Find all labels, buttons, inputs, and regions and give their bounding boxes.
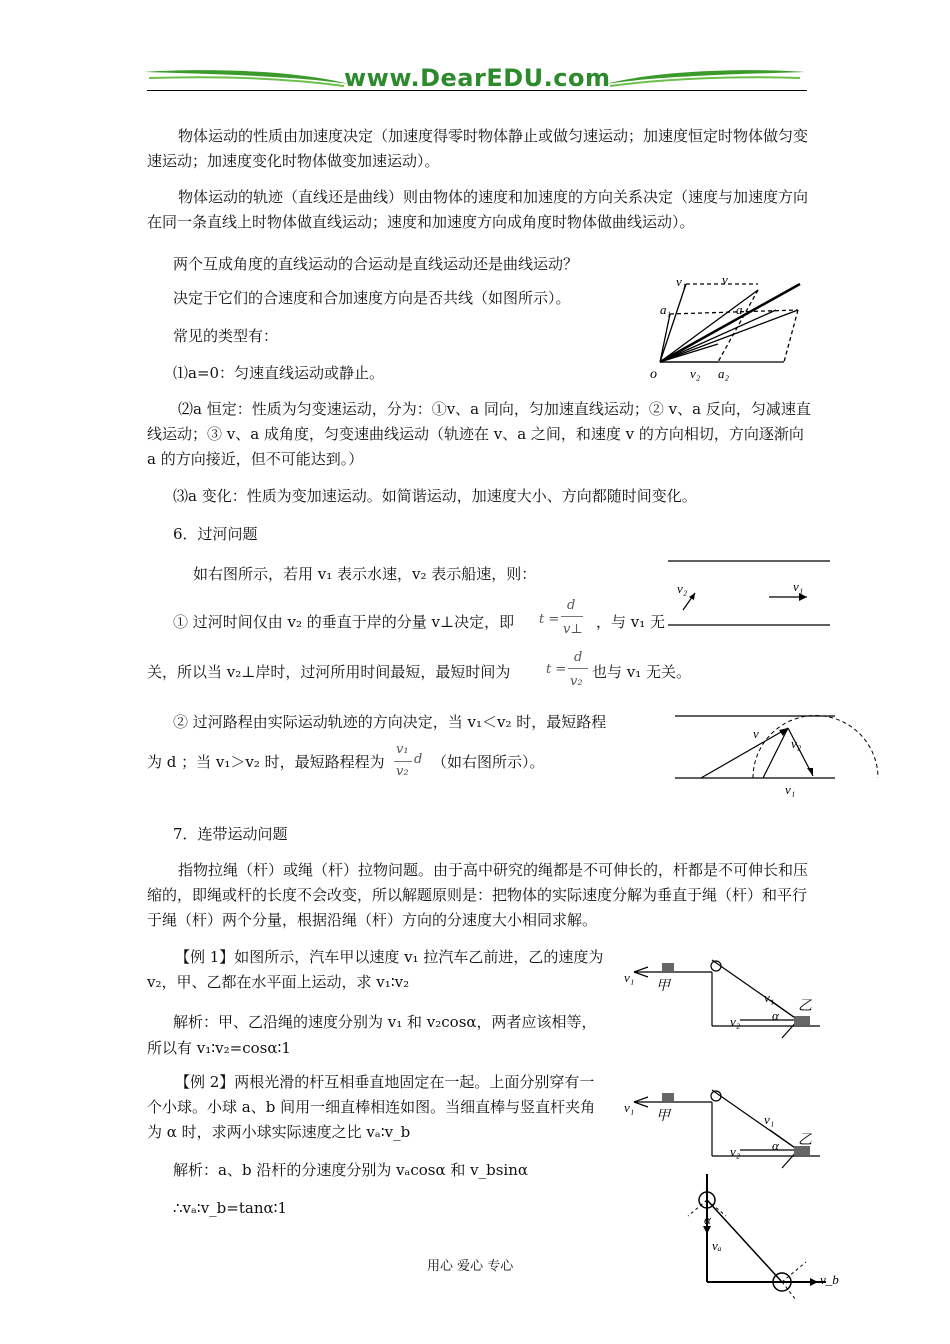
site-logo[interactable]: www.DearEDU.com (344, 64, 611, 92)
fig1-label-v1: v₁ (676, 274, 687, 289)
fig5-label-v1-rope: v₁ (764, 1112, 775, 1127)
fig1-label-o: o (650, 367, 657, 382)
fig4-label-v1-left: v₁ (624, 970, 635, 985)
fig3-label-v2: v₂ (791, 736, 802, 751)
fig4-label-v1-rope: v₁ (764, 990, 775, 1005)
solution-1b: 所以有 v₁∶v₂=cosα∶1 (147, 1039, 291, 1057)
fig5-label-v1-left: v₁ (624, 1100, 635, 1115)
fig5-label-jia: 甲 (656, 1109, 670, 1124)
type-1: ⑴a=0：匀速直线运动或静止。 (173, 364, 385, 382)
figure-perpendicular-rods (676, 1172, 839, 1322)
header-rule (147, 90, 807, 91)
river-rule-2a: ② 过河路程由实际运动轨迹的方向决定，当 v₁＜v₂ 时，最短路程 (173, 713, 607, 731)
solution-2-result: ∴vₐ∶v_b=tanα∶1 (173, 1199, 288, 1217)
header-swoosh-right (600, 66, 810, 90)
fig4-label-v2: v₂ (730, 1014, 741, 1029)
fig6-label-vb: v_b (820, 1272, 839, 1287)
types-heading: 常见的类型有： (173, 327, 279, 345)
answer-line: 决定于它们的合速度和合加速度方向是否共线（如图所示）。 (173, 289, 571, 307)
formula-v1-v2-d: v₁ v₂ d (396, 742, 423, 779)
figure-river-crossing (665, 555, 835, 635)
paragraph-rope-rod: 指物拉绳（杆）或绳（杆）拉物问题。由于高中研究的绳都是不可伸长的，杆都是不可伸长和压缩的，即绳或杆的长度不会改变，所以解题原则是：把物体的实际速度分解为垂直于绳（杆）和平行于绳（杆）两个分量，根据沿绳（杆）方向的分速度大小相同求解。 (147, 861, 809, 929)
river-rule-1c: 关，所以当 v₂⊥岸时，过河所用时间最短，最短时间为 (147, 663, 511, 681)
paragraph-trajectory: 物体运动的轨迹（直线还是曲线）则由物体的速度和加速度的方向关系决定（速度与加速度方向在同一条直线上时物体做直线运动；速度和加速度方向成角度时物体做曲线运动）。 (147, 188, 809, 231)
fig5-label-yi: 乙 (798, 1133, 812, 1148)
solution-2: 解析：a、b 沿杆的分速度分别为 vₐcosα 和 v_bsinα (173, 1161, 528, 1179)
page-footer: 用心 爱心 专心 (427, 1259, 514, 1274)
figure-car-rope-2 (622, 1080, 832, 1170)
fig4-label-jia: 甲 (656, 979, 670, 994)
fig3-label-v1: v₁ (785, 782, 796, 797)
fig5-label-alpha: α (772, 1138, 779, 1153)
fig1-label-v2: v₂ (690, 366, 701, 381)
paragraph-acceleration: 物体运动的性质由加速度决定（加速度得零时物体静止或做匀速运动；加速度恒定时物体做匀变速运动；加速度变化时物体做变加速运动）。 (147, 127, 809, 170)
fig2-label-v2: v₂ (677, 581, 688, 596)
river-rule-2b: 为 d ；当 v₁＞v₂ 时，最短路程程为 (147, 753, 385, 771)
fig5-label-v2: v₂ (730, 1144, 741, 1159)
section-6-heading: 6．过河问题 (173, 525, 258, 543)
header-swoosh-left (144, 66, 354, 90)
fig6-label-va: vₐ (712, 1238, 722, 1253)
river-intro: 如右图所示，若用 v₁ 表示水速，v₂ 表示船速，则： (193, 565, 537, 583)
figure-velocity-composition (648, 272, 808, 382)
fig1-label-a2: a₂ (718, 366, 730, 381)
question-line: 两个互成角度的直线运动的合运动是直线运动还是曲线运动？ (173, 255, 579, 273)
river-rule-1b: ，与 v₁ 无 (596, 613, 666, 631)
formula-t-d-v2: t = d v₂ (546, 650, 590, 694)
fig3-label-v: v (753, 726, 759, 741)
fig1-label-a: a (736, 302, 743, 317)
type-2: ⑵a 恒定：性质为匀变速运动，分为：①v、a 同向，匀加速直线运动；② v、a 反向，匀减速直线运动；③ v、a 成角度，匀变速曲线运动（轨迹在 v、a 之间，和速度 v 的方向相切，方向逐渐向 a 的方向接近，但不可能达到。） (147, 400, 811, 468)
fig6-label-alpha: α (704, 1212, 711, 1227)
fig4-label-alpha: α (772, 1008, 779, 1023)
fig1-label-a1: a₁ (660, 302, 672, 317)
figure-shortest-path (673, 710, 888, 800)
figure-car-rope-1 (622, 950, 832, 1060)
formula-t-d-vperp: t = d v⊥ (539, 598, 583, 637)
river-rule-1a: ① 过河时间仅由 v₂ 的垂直于岸的分量 v⊥决定，即 (173, 613, 515, 631)
solution-1a: 解析：甲、乙沿绳的速度分别为 v₁ 和 v₂cosα，两者应该相等， (173, 1013, 597, 1031)
river-rule-1d: 也与 v₁ 无关。 (592, 663, 692, 681)
example-2: 【例 2】两根光滑的杆互相垂直地固定在一起。上面分别穿有一个小球。小球 a、b 间用一细直棒相连如图。当细直棒与竖直杆夹角为 α 时，求两小球实际速度之比 vₐ∶v_b (147, 1073, 596, 1141)
river-rule-2c: （如右图所示）。 (432, 753, 545, 771)
fig2-label-v1: v₁ (793, 579, 804, 594)
example-1: 【例 1】如图所示，汽车甲以速度 v₁ 拉汽车乙前进，乙的速度为 v₂，甲、乙都在水平面上运动，求 v₁∶v₂ (147, 948, 604, 991)
type-3: ⑶a 变化：性质为变加速运动。如简谐运动，加速度大小、方向都随时间变化。 (173, 487, 697, 505)
section-7-heading: 7．连带运动问题 (173, 825, 288, 843)
fig1-label-v: v (722, 272, 728, 287)
fig4-label-yi: 乙 (798, 999, 812, 1014)
